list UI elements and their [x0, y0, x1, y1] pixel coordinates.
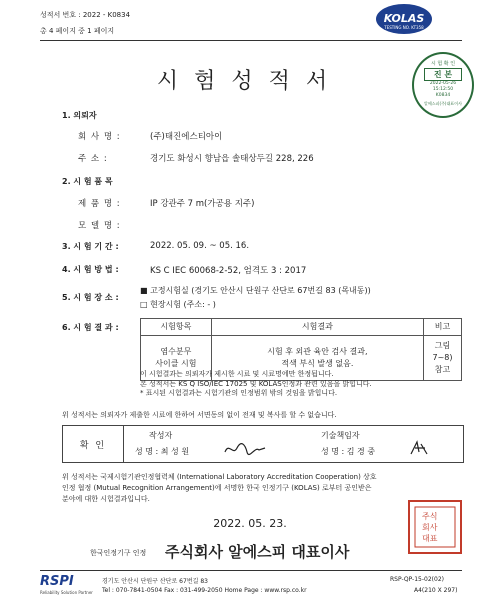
cert-number: 성적서 번호 : 2022 - K0834 — [40, 11, 131, 19]
accreditation-line-3: 분야에 대한 시험결과입니다. — [62, 495, 150, 503]
footer-paper-size: A4(210 X 297) — [414, 587, 458, 594]
footer-logo-sub: Reliability Solution Partner — [40, 590, 93, 595]
item-line-1: 염수분무 — [160, 347, 192, 356]
statement: 위 성적서는 의뢰자가 제출한 시료에 한하여 서면동의 없이 전재 및 복사를 할 수 없습니다. — [62, 411, 337, 419]
writer-name: 성 명 : 최 성 원 — [135, 447, 190, 456]
footer-form-code: RSP-QP-15-02(02) — [390, 576, 444, 583]
method-value: KS C IEC 60068-2-52, 엄격도 3 : 2017 — [150, 266, 307, 276]
seal-graphic — [410, 502, 460, 552]
footer-logo: RSPI — [40, 574, 74, 589]
results-label: 6. 시 험 결 과 : — [62, 323, 119, 332]
issuer-name: 주식회사 알에스피 대표이사 — [165, 543, 350, 561]
results-notes — [140, 370, 372, 399]
period-label: 3. 시 험 기 간 : — [62, 242, 119, 251]
signature-box — [62, 425, 464, 463]
issue-date: 2022. 05. 23. — [213, 517, 287, 530]
company-seal — [408, 500, 462, 554]
product-value: IP 강관주 7 m(가공용 지주) — [150, 199, 255, 209]
footer-address: 경기도 안산시 단원구 산단로 67번길 83 — [102, 578, 208, 585]
results-header-row — [141, 319, 462, 336]
svg-text:대표: 대표 — [422, 534, 438, 543]
remark-line-3: 참고 — [434, 365, 451, 374]
address-label: 주 소 : — [78, 154, 108, 164]
section-item: 2. 시 험 품 목 — [62, 177, 113, 186]
remark-line-2: 7~8) — [432, 353, 453, 362]
accreditation-text — [62, 472, 377, 505]
issuer-prefix: 한국인정기구 인정 — [90, 549, 147, 557]
confirmation-stamp — [412, 52, 474, 118]
writer-signature — [223, 440, 267, 458]
svg-text:주식: 주식 — [422, 512, 438, 521]
tech-name: 성 명 : 김 경 중 — [321, 447, 376, 456]
kolas-logo-text: KOLAS — [383, 12, 425, 25]
tech-signature — [407, 438, 431, 458]
svg-text:회사: 회사 — [422, 523, 438, 532]
document-title: 시험성적서 — [156, 69, 344, 94]
header-divider — [40, 40, 462, 41]
tech-title: 기술책임자 — [321, 431, 360, 440]
place-option-fixed: ■ 고정시험실 (경기도 안산시 단원구 산단로 67번길 83 (목내동)) — [140, 286, 371, 295]
kolas-logo — [376, 4, 432, 34]
note-1: 이 시험결과는 의뢰자가 제시한 시료 및 시료명에만 한정됩니다. — [140, 370, 334, 378]
company-label: 회 사 명 : — [78, 132, 121, 142]
footer-divider — [40, 570, 462, 571]
address-value: 경기도 화성시 향남읍 솔태상두길 228, 226 — [150, 154, 314, 164]
company-value: (주)태진에스티아이 — [150, 132, 223, 142]
confirm-label: 확 인 — [79, 441, 107, 451]
remark-line-1: 그림 — [434, 341, 451, 350]
stamp-bottom: 알에스피(주)대표이사 — [424, 101, 462, 106]
note-2: 본 성적서는 KS Q ISO/IEC 17025 및 KOLAS인정과 관련 있음을 밝힙니다. — [140, 379, 372, 388]
accreditation-line-2: 인정 협정 (Mutual Recognition Arrangement)에 서명한 한국 인정기구 (KOLAS) 로부터 공인받은 — [62, 484, 372, 492]
footer-contact: Tel : 070-7841-0504 Fax : 031-499-2050 Home Page : www.rsp.co.kr — [102, 587, 307, 594]
section-client: 1. 의뢰자 — [62, 111, 97, 120]
period-value: 2022. 05. 09. ~ 05. 16. — [150, 241, 250, 251]
place-label: 5. 시 험 장 소 : — [62, 293, 119, 302]
header-remark: 비고 — [424, 319, 462, 336]
accreditation-line-1: 위 성적서는 국제시험기관인정협력체 (International Laboratory Accreditation Cooperation) 상호 — [62, 473, 377, 481]
stamp-time: 15:12:50 — [432, 87, 454, 92]
stamp-main: 진 본 — [424, 68, 462, 81]
product-label: 제 품 명 : — [78, 199, 121, 209]
stamp-top: 시 험 확 인 — [430, 61, 456, 67]
item-line-2: 사이클 시험 — [155, 359, 197, 368]
place-option-onsite: □ 현장시험 (주소: - ) — [140, 300, 216, 309]
confirm-cell — [63, 426, 124, 462]
result-line-1: 시험 후 외관 육안 검사 결과, — [267, 347, 368, 356]
page-info: 총 4 페이지 중 1 페이지 — [40, 27, 115, 35]
method-label: 4. 시 험 방 법 : — [62, 265, 119, 274]
stamp-date: 2022-05-26 — [429, 81, 457, 86]
header-result: 시험결과 — [211, 319, 423, 336]
stamp-code: K0834 — [435, 93, 451, 98]
kolas-logo-sub: TESTING NO. KT358 — [384, 25, 424, 30]
writer-title: 작성자 — [149, 431, 173, 440]
model-label: 모 델 명 : — [78, 221, 121, 231]
header-item: 시험항목 — [141, 319, 212, 336]
result-line-2: 적색 부식 발생 없음. — [281, 359, 354, 368]
note-3: * 표시된 시험결과는 시험기관의 인정범위 밖의 것임을 밝힙니다. — [140, 389, 338, 397]
cell-remark — [424, 336, 462, 381]
